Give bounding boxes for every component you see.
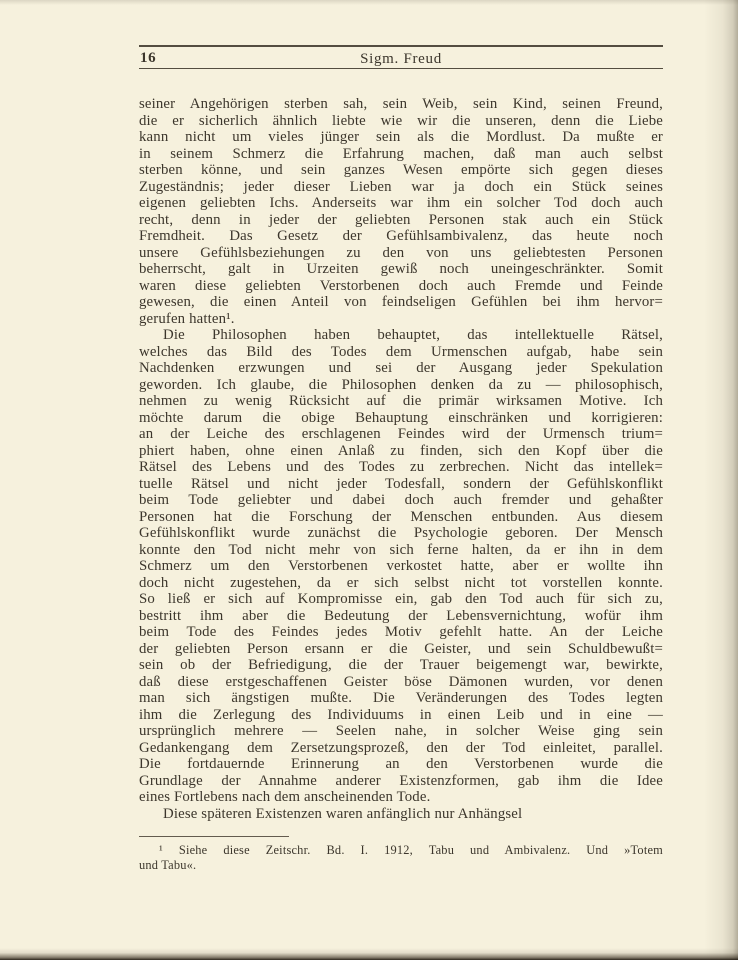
text-line: Gedankengang dem Zersetzungsprozeß, den der Tod einleitet, parallel. <box>139 739 663 756</box>
text-line: doch nicht zugestehen, da er sich selbst nicht tot vorstellen konnte. <box>139 574 663 591</box>
page-edge-top-shadow <box>0 0 738 5</box>
text-line: So ließ er sich auf Kompromisse ein, gab den Tod auch für sich zu, <box>139 591 663 607</box>
text-line: Schmerz um den Verstorbenen verkostet hatte, aber er wollte ihn <box>139 558 663 574</box>
text-line: Fremdheit. Das Gesetz der Gefühlsambivalenz, das heute noch <box>139 228 663 244</box>
text-line: kann nicht um vieles jünger sein als die Mordlust. Da mußte er <box>139 129 663 145</box>
text-line: beim Tode geliebter und dabei doch auch fremder und gehaßter <box>139 492 663 508</box>
text-line: die er sicherlich ähnlich liebte wie wir die unseren, denn die Liebe <box>139 112 663 129</box>
text-line: welches das Bild des Todes dem Urmenschen aufgab, habe sein <box>139 343 663 360</box>
text-line: daß diese erstgeschaffenen Geister böse Dämonen wurden, vor denen <box>139 673 663 690</box>
text-line: gerufen hatten¹. <box>139 310 235 327</box>
footnote-area <box>139 836 663 873</box>
text-line: der geliebten Person ersann er die Geister, und sein Schuldbewußt= <box>139 640 663 657</box>
text-line: und Tabu«. <box>139 858 197 873</box>
text-line: beim Tode des Feindes jedes Motiv gefehlt hatte. An der Leiche <box>139 624 663 640</box>
header-row <box>139 47 663 68</box>
text-line: in seinem Schmerz die Erfahrung machen, daß man auch selbst <box>139 145 663 162</box>
text-line: Diese späteren Existenzen waren anfänglich nur Anhängsel <box>163 805 523 822</box>
text-line: Zugeständnis; jeder dieser Lieben war ja doch ein Stück seines <box>139 178 663 195</box>
text-line: möchte darum die obige Behauptung einschränken und korrigieren: <box>139 409 663 426</box>
text-line: sein ob der Befriedigung, die der Trauer beigemengt war, bewirkte, <box>139 657 663 673</box>
text-line: eigenen geliebten Ichs. Anderseits war ihm ein solcher Tod doch auch <box>139 195 663 211</box>
footnote-text <box>139 843 663 873</box>
text-line: waren diese geliebten Verstorbenen doch auch Fremde und Feinde <box>139 277 663 294</box>
text-line: tuelle Rätsel und nicht jeder Todesfall, sondern der Gefühlskonflikt <box>139 475 663 492</box>
page-edge-shadow-bottom <box>0 948 738 960</box>
text-line: gewesen, die einen Anteil von feindseligen Gefühlen bei ihm hervor= <box>139 294 663 310</box>
text-line: phiert haben, ohne einen Anlaß zu finden, sich den Kopf über die <box>139 442 663 459</box>
body-text <box>139 96 663 822</box>
text-line: ihm die Zerlegung des Individuums in einen Leib und in eine — <box>139 706 663 723</box>
text-line: eines Fortlebens nach dem anscheinenden Tode. <box>139 789 431 805</box>
text-line: seiner Angehörigen sterben sah, sein Weib, sein Kind, seinen Freund, <box>139 96 663 112</box>
text-line: Die fortdauernde Erinnerung an den Verstorbenen wurde die <box>139 756 663 772</box>
text-line: an der Leiche des erschlagenen Feindes wird der Urmensch trium= <box>139 426 663 442</box>
text-line: geworden. Ich glaube, die Philosophen denken da zu — philosophisch, <box>139 376 663 393</box>
footnote-rule <box>139 836 289 837</box>
text-line: sterben könne, und sein ganzes Wesen empörte sich gegen dieses <box>139 162 663 178</box>
text-line: Die Philosophen haben behauptet, das intellektuelle Rätsel, <box>163 327 663 343</box>
text-line: Personen hat die Forschung der Menschen entbunden. Aus diesem <box>139 508 663 525</box>
text-line: Gefühlskonflikt wurde zunächst die Psychologie geboren. Der Mensch <box>139 525 663 541</box>
page-edge-shadow-right <box>704 0 738 960</box>
text-line: recht, denn in jeder der geliebten Personen stak auch ein Stück <box>139 211 663 228</box>
text-line: ursprünglich mehrere — Seelen nahe, in solcher Weise ging sein <box>139 723 663 739</box>
running-head <box>139 45 663 69</box>
running-title: Sigm. Freud <box>360 50 442 67</box>
page-number: 16 <box>140 49 157 66</box>
text-line: Nachdenken erzwungen und sei der Ausgang jeder Spekulation <box>139 360 663 376</box>
text-line: man sich ängstigen mußte. Die Veränderungen des Todes legten <box>139 690 663 706</box>
text-line: Grundlage der Annahme anderer Existenzformen, gab ihm die Idee <box>139 772 663 789</box>
text-line: beherrscht, galt in Urzeiten gewiß noch uneingeschränkter. Somit <box>139 261 663 277</box>
text-line: bestritt ihm aber die Bedeutung der Lebensvernichtung, wofür ihm <box>139 607 663 624</box>
text-line: unsere Gefühlsbeziehungen zu den von uns geliebtesten Personen <box>139 244 663 261</box>
text-line: konnte den Tod nicht mehr von sich ferne halten, da er ihn in dem <box>139 541 663 558</box>
text-line: Rätsel des Lebens und des Todes zu zerbrechen. Nicht das intellek= <box>139 459 663 475</box>
text-line: ¹ Siehe diese Zeitschr. Bd. I. 1912, Tabu und Ambivalenz. Und »Totem <box>159 843 663 857</box>
text-line: nehmen zu wenig Rücksicht auf die primär wirksamen Motive. Ich <box>139 393 663 409</box>
header-rule-bottom <box>139 68 663 70</box>
